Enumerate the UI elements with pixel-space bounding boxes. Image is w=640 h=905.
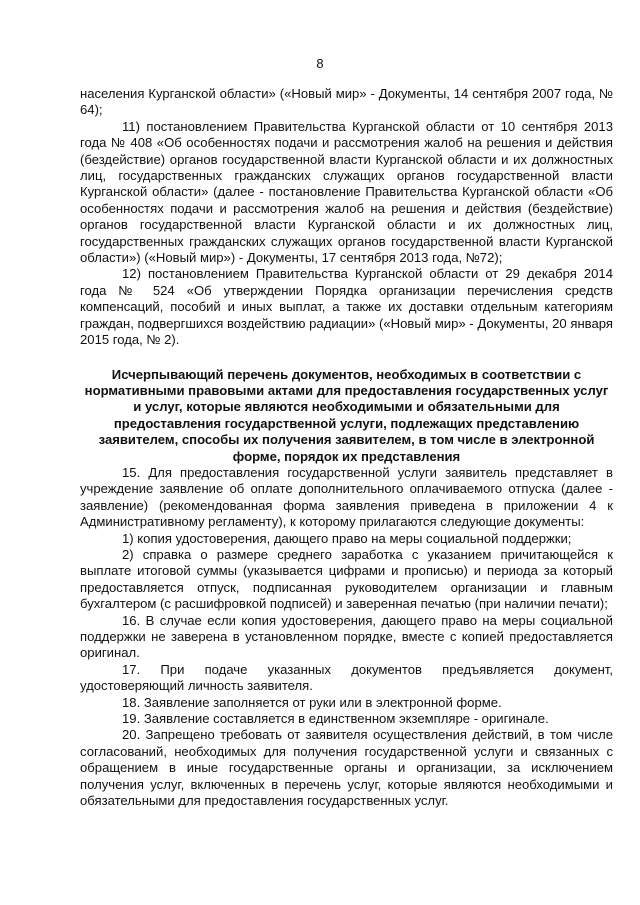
paragraph-item-11: 11) постановлением Правительства Курганской области от 10 сентября 2013 года № 408 «Об особенностях подачи и рассмотрения жалоб на решения и действия (бездействие) органов государственной власти Курганской области и их должностных лиц, государственных гражданских служащих органов государственной власти Курганской области» (далее - постановление Правительства Курганской области «Об особенностях подачи и рассмотрения жалоб на решения и действия (бездействие) органов государственной власти Курганской области и их должностных лиц, государственных гражданских служащих органов государственной власти Курганской области») («Новый мир») - Документы, 17 сентября 2013 года, №72);	[80, 118, 613, 266]
paragraph-item-16: 16. В случае если копия удостоверения, дающего право на меры социальной поддержки не заверена в установленном порядке, вместе с копией предоставляется оригинал.	[80, 612, 613, 661]
paragraph-subitem-2: 2) справка о размере среднего заработка с указанием причитающейся к выплате итоговой суммы (указывается цифрами и прописью) и периода за который предоставляется отпуск, подписанная руководителем организации и главным бухгалтером (с расшифровкой подписей) и заверенная печатью (при наличии печати);	[80, 546, 613, 612]
section-heading: Исчерпывающий перечень документов, необходимых в соответствии с нормативными правовыми актами для предоставления государственных услуг и услуг, которые являются необходимыми и обязательными для предоставления государственной услуги, подлежащих представлению заявителем, способы их получения заявителем, в том числе в электронной форме, порядок их представления	[84, 366, 609, 464]
paragraph-item-17: 17. При подаче указанных документов предъявляется документ, удостоверяющий личность заявителя.	[80, 661, 613, 694]
paragraph-item-15: 15. Для предоставления государственной услуги заявитель представляет в учреждение заявление об оплате дополнительного оплачиваемого отпуска (далее - заявление) (рекомендованная форма заявления приведена в приложении 4 к Административному регламенту), к которому прилагаются следующие документы:	[80, 464, 613, 530]
paragraph-item-18: 18. Заявление заполняется от руки или в электронной форме.	[122, 694, 502, 710]
document-body	[80, 86, 613, 809]
paragraph-item-19: 19. Заявление составляется в единственном экземпляре - оригинале.	[122, 711, 549, 727]
paragraph-continuation: населения Курганской области» («Новый мир» - Документы, 14 сентября 2007 года, № 64);	[80, 86, 613, 118]
paragraph-subitem-1: 1) копия удостоверения, дающего право на меры социальной поддержки;	[122, 530, 572, 546]
paragraph-item-12: 12) постановлением Правительства Курганской области от 29 декабря 2014 года № 524 «Об утверждении Порядка организации перечисления средств компенсаций, пособий и иных выплат, а также их доставки отдельным категориям граждан, подвергшихся воздействию радиации» («Новый мир» - Документы, 20 января 2015 года, № 2).	[80, 266, 613, 348]
paragraph-item-20: 20. Запрещено требовать от заявителя осуществления действий, в том числе согласований, необходимых для получения государственной услуги и связанных с обращением в иные государственные органы и организации, за исключением получения услуг, включенных в перечень услуг, которые являются необходимыми и обязательными для предоставления государственных услуг.	[80, 727, 613, 809]
page-number: 8	[316, 56, 324, 71]
